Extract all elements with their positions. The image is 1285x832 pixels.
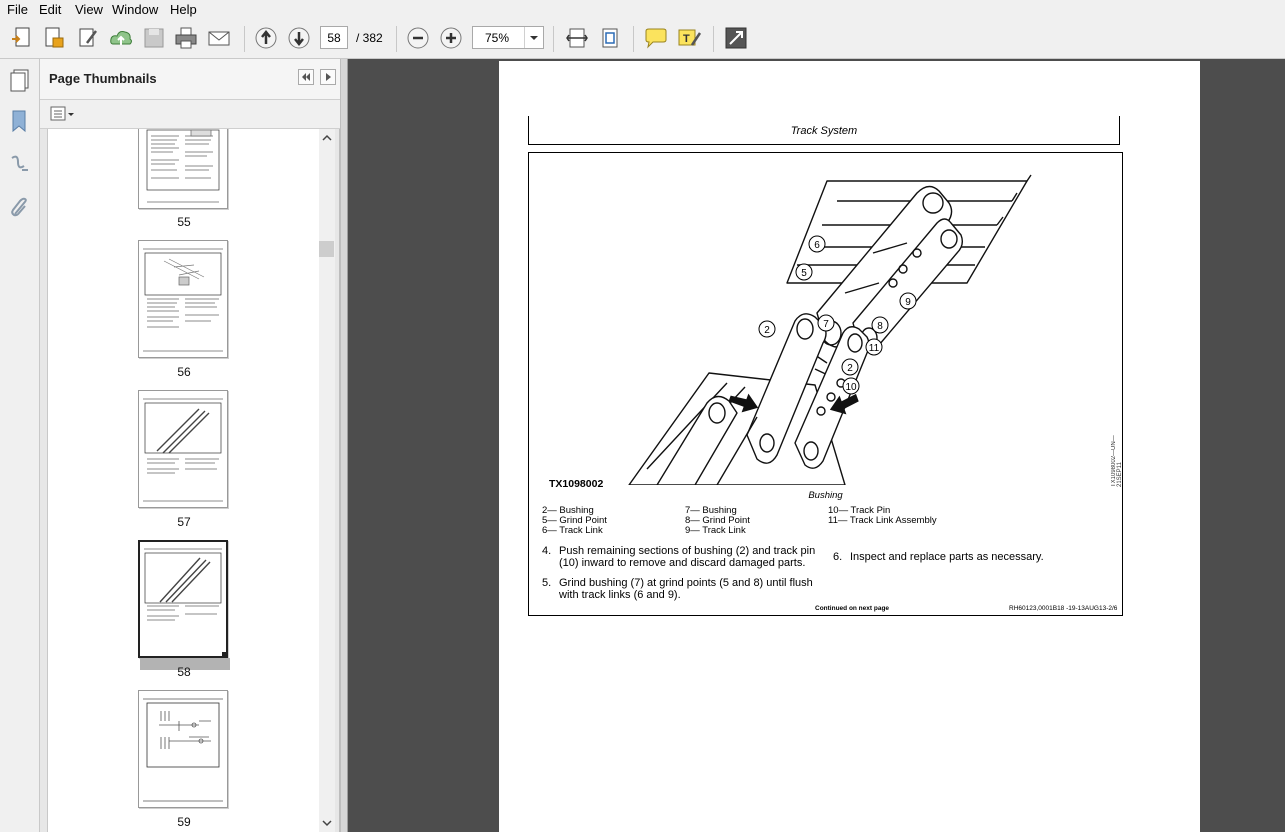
callout [842,359,858,375]
figure-side-code: TX1098002—UN—21SEP11 [1111,435,1123,487]
legend-column [685,506,750,536]
zoom-in-icon[interactable] [438,25,464,51]
legend-column [828,506,937,526]
menu-bar [0,0,1285,20]
resize-handle[interactable] [222,652,228,658]
collapse-panel-button[interactable] [298,69,314,85]
next-page-icon[interactable] [286,25,312,51]
step-line: Grind bushing (7) at grind points (5 and 8) until flush [559,577,813,589]
thumbnail-preview [139,391,227,507]
callout [872,317,888,333]
step-line: (10) inward to remove and discard damaged parts. [559,557,806,569]
zoom-out-icon[interactable] [405,25,431,51]
thumbnail-page-56[interactable] [138,240,228,358]
page-total-label: / 382 [356,31,383,45]
double-chevron-left-icon [299,70,313,84]
svg-text:7: 7 [823,319,829,330]
navigation-rail [0,59,40,832]
document-view [348,59,1285,832]
scrollbar-thumb[interactable] [319,241,334,257]
attachments-icon[interactable] [8,196,32,220]
footer-code: RH60123,0001B18 -19-13AUG13-2/6 [1009,605,1118,612]
zoom-value: 75% [485,31,510,45]
callout [843,378,859,394]
step-text [559,577,813,601]
callout [866,339,882,355]
step-number: 4. [542,545,552,557]
chevron-down-icon[interactable] [524,27,543,48]
legend-item: 11— Track Link Assembly [828,515,937,526]
panel-title: Page Thumbnails [49,71,157,86]
fit-page-icon[interactable] [597,25,623,51]
toolbar-separator [633,26,634,52]
scroll-up-icon[interactable] [322,133,332,143]
legend-item: 5— Grind Point [542,515,607,526]
scroll-down-icon[interactable] [322,818,332,828]
continued-note: Continued on next page [815,605,890,612]
callout [759,321,775,337]
panel-header [40,59,340,100]
callout [818,315,834,331]
edit-icon[interactable] [75,25,101,51]
page-thumbnails-panel [40,59,340,832]
callout [796,264,812,280]
legend-item: 2— Bushing [542,505,594,516]
options-icon [50,105,76,123]
toolbar-separator [396,26,397,52]
fullscreen-icon[interactable] [723,25,749,51]
prev-page-icon[interactable] [253,25,279,51]
page-header-title: Track System [790,125,858,137]
thumbnail-preview [140,542,226,656]
thumbnail-preview [139,129,227,208]
thumbnail-page-58[interactable] [138,540,228,658]
legend-item: 7— Bushing [685,505,737,516]
toolbar [0,20,1285,59]
figure-caption: Bushing [808,490,843,501]
thumbnail-scrollbar[interactable] [319,129,335,832]
callout [809,236,825,252]
svg-text:8: 8 [877,321,883,332]
toolbar-separator [713,26,714,52]
svg-text:6: 6 [814,240,820,251]
upload-icon[interactable] [108,25,134,51]
export-icon[interactable] [41,25,67,51]
print-icon[interactable] [173,25,199,51]
fit-width-icon[interactable] [564,25,590,51]
thumbnail-page-55[interactable] [138,129,228,209]
svg-text:T: T [683,33,690,45]
menu-file[interactable]: File [7,2,28,17]
legend-item: 10— Track Pin [828,505,891,516]
menu-view[interactable]: View [75,2,103,17]
svg-text:2: 2 [764,325,770,336]
legend-item: 6— Track Link [542,525,603,536]
highlight-icon[interactable] [676,25,702,51]
menu-edit[interactable]: Edit [39,2,62,17]
thumbnail-label: 58 [177,665,191,679]
bookmarks-icon[interactable] [8,108,30,134]
toolbar-separator [553,26,554,52]
menu-help[interactable]: Help [170,2,197,17]
document-page [499,61,1200,832]
thumbnail-label: 59 [177,815,191,829]
svg-text:11: 11 [868,343,880,354]
toolbar-separator [244,26,245,52]
thumbnail-page-57[interactable] [138,390,228,508]
step-line: with track links (6 and 9). [559,589,681,601]
svg-text:10: 10 [845,382,857,393]
page-number-input[interactable]: 58 [320,26,348,49]
svg-text:5: 5 [801,268,807,279]
step-text [559,545,815,569]
email-icon[interactable] [206,25,232,51]
chevron-right-icon [321,70,335,84]
step-line: Inspect and replace parts as necessary. [850,551,1044,563]
step-text [850,551,1044,563]
callout [900,293,916,309]
legend-item: 9— Track Link [685,525,746,536]
legend-item: 8— Grind Point [685,515,750,526]
thumbnail-page-59[interactable] [138,690,228,808]
thumbnail-label: 57 [177,515,191,529]
create-icon[interactable] [9,25,35,51]
svg-text:9: 9 [905,297,911,308]
thumbnail-label: 56 [177,365,191,379]
zoom-select[interactable] [472,26,544,49]
track-illustration [617,173,1037,485]
svg-text:2: 2 [847,363,853,374]
step-line: Push remaining sections of bushing (2) and track pin [559,545,816,557]
thumbnail-label: 55 [177,215,191,229]
thumbnail-preview [139,241,227,357]
step-number: 5. [542,577,552,589]
options-menu-button[interactable] [50,105,76,123]
panel-options-bar [40,100,340,129]
page-thumbnails-icon[interactable] [8,67,32,93]
save-icon[interactable] [141,25,167,51]
legend-column [542,506,607,536]
menu-window[interactable]: Window [112,2,159,17]
step-number: 6. [833,551,843,563]
thumbnail-preview [139,691,227,807]
thumbnail-list [47,129,320,832]
comment-icon[interactable] [643,25,669,51]
expand-panel-button[interactable] [320,69,336,85]
figure-id: TX1098002 [549,478,604,490]
signatures-icon[interactable] [8,152,32,176]
panel-splitter[interactable] [340,59,348,832]
